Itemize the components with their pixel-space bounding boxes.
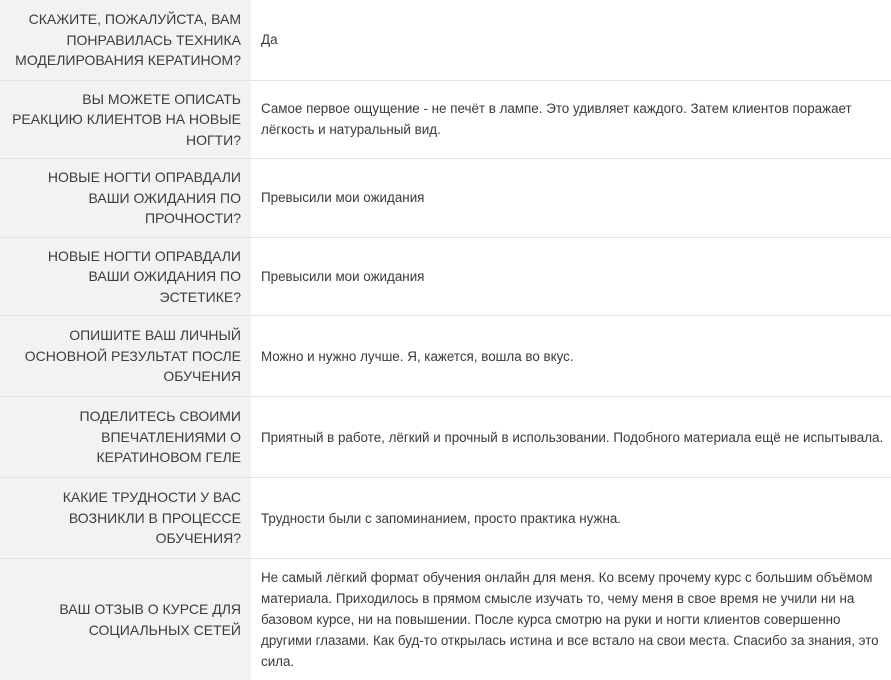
question-cell	[0, 316, 251, 397]
question-cell	[0, 237, 251, 316]
question-cell	[0, 159, 251, 238]
question-cell	[0, 0, 251, 80]
answer-cell	[251, 80, 891, 159]
table-row	[0, 80, 891, 159]
question-text: ОПИШИТЕ ВАШ ЛИЧНЫЙ ОСНОВНОЙ РЕЗУЛЬТАТ ПОСЛЕ ОБУЧЕНИЯ	[8, 325, 241, 387]
answer-text: Самое первое ощущение - не печёт в лампе. Это удивляет каждого. Затем клиентов поражает лёгкость и натуральный вид.	[261, 98, 887, 140]
table-row	[0, 559, 891, 680]
question-text: СКАЖИТЕ, ПОЖАЛУЙСТА, ВАМ ПОНРАВИЛАСЬ ТЕХНИКА МОДЕЛИРОВАНИЯ КЕРАТИНОМ?	[8, 9, 241, 71]
table-row	[0, 478, 891, 559]
table-row	[0, 316, 891, 397]
answer-cell	[251, 237, 891, 316]
question-text: ВАШ ОТЗЫВ О КУРСЕ ДЛЯ СОЦИАЛЬНЫХ СЕТЕЙ	[8, 599, 241, 640]
answer-text: Превысили мои ожидания	[261, 266, 887, 287]
table-row	[0, 397, 891, 478]
answer-cell	[251, 559, 891, 680]
question-text: КАКИЕ ТРУДНОСТИ У ВАС ВОЗНИКЛИ В ПРОЦЕССЕ ОБУЧЕНИЯ?	[8, 487, 241, 549]
answer-cell	[251, 316, 891, 397]
question-text: НОВЫЕ НОГТИ ОПРАВДАЛИ ВАШИ ОЖИДАНИЯ ПО ПРОЧНОСТИ?	[8, 167, 241, 229]
table-row	[0, 159, 891, 238]
answer-text: Приятный в работе, лёгкий и прочный в использовании. Подобного материала ещё не испытывала.	[261, 427, 887, 448]
answer-cell	[251, 0, 891, 80]
table-row	[0, 0, 891, 80]
table-row	[0, 237, 891, 316]
question-cell	[0, 80, 251, 159]
question-cell	[0, 397, 251, 478]
question-text: ВЫ МОЖЕТЕ ОПИСАТЬ РЕАКЦИЮ КЛИЕНТОВ НА НОВЫЕ НОГТИ?	[8, 89, 241, 151]
answer-text: Превысили мои ожидания	[261, 187, 887, 208]
question-cell	[0, 478, 251, 559]
answer-text: Можно и нужно лучше. Я, кажется, вошла во вкус.	[261, 346, 887, 367]
answer-cell	[251, 159, 891, 238]
question-text: ПОДЕЛИТЕСЬ СВОИМИ ВПЕЧАТЛЕНИЯМИ О КЕРАТИНОВОМ ГЕЛЕ	[8, 406, 241, 468]
answer-text: Трудности были с запоминанием, просто практика нужна.	[261, 508, 887, 529]
question-cell	[0, 559, 251, 680]
question-text: НОВЫЕ НОГТИ ОПРАВДАЛИ ВАШИ ОЖИДАНИЯ ПО ЭСТЕТИКЕ?	[8, 246, 241, 308]
answer-cell	[251, 397, 891, 478]
answer-text: Не самый лёгкий формат обучения онлайн для меня. Ко всему прочему курс с большим объёмом материала. Приходилось в прямом смысле изучать то, чему меня в свое время не учили ни на базовом курсе, ни на повышении. После курса смотрю на руки и ногти клиентов совершенно другими глазами. Как буд-то открылась истина и все встало на свои места. Спасибо за знания, это сила.	[261, 567, 887, 672]
answer-cell	[251, 478, 891, 559]
answer-text: Да	[261, 29, 887, 50]
